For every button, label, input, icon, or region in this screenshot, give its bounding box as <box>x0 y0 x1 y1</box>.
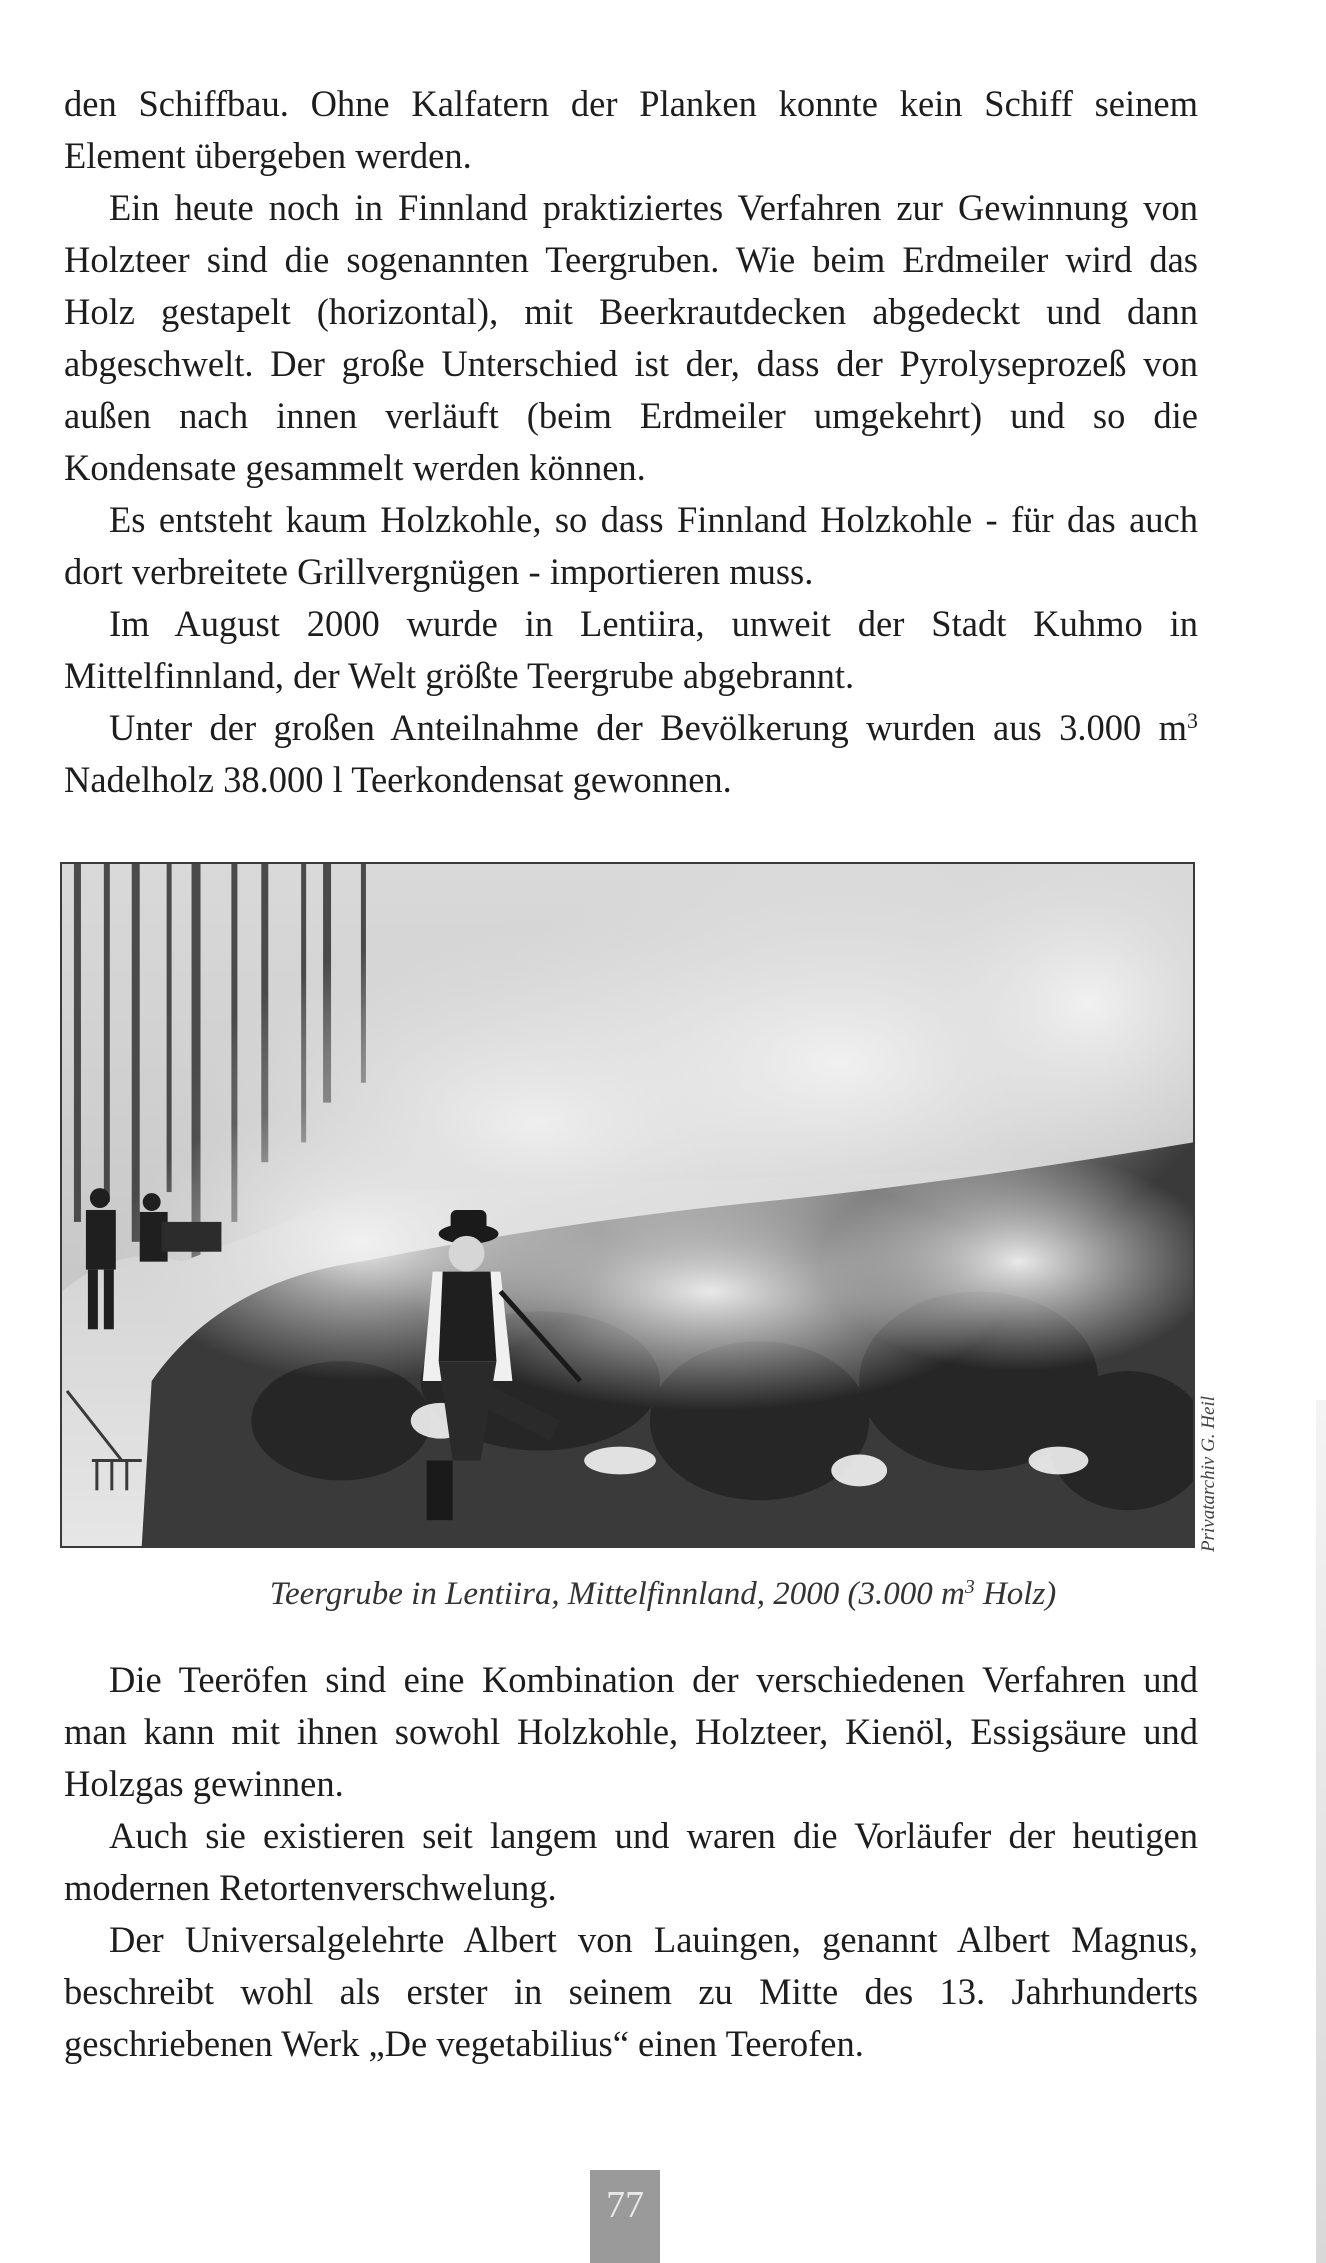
caption-superscript: 3 <box>964 1576 975 1599</box>
paragraph-lentiira: Im August 2000 wurde in Lentiira, unweit der Stadt Kuhmo in Mittelfinnland, der Welt größte Teergrube abgebrannt. <box>64 603 1198 696</box>
volume-text-before: Unter der großen Anteilnahme der Bevölkerung wurden aus 3.000 m <box>109 707 1188 748</box>
paragraph-tar-pits: Ein heute noch in Finnland praktiziertes Verfahren zur Gewinnung von Holzteer sind die sogenannten Teergruben. Wie beim Erdmeiler wird das Holz gestapelt (horizontal), mit Beerkrautdecken abgedeckt und dann abgeschwelt. Der große Unterschied ist der, dass der Pyrolyseprozeß von außen nach innen verläuft (beim Erdmeiler umgekehrt) und so die Kondensate gesammelt werden können. <box>64 187 1198 488</box>
caption-text-before: Teergrube in Lentiira, Mittelfinnland, 2000 (3.000 m <box>269 1576 965 1612</box>
figure-caption <box>0 1572 1326 1616</box>
volume-text-after: Nadelholz 38.000 l Teerkondensat gewonnen. <box>64 759 732 800</box>
volume-superscript: 3 <box>1187 707 1198 733</box>
paragraph-volume <box>64 702 1198 806</box>
caption-text-after: Holz) <box>974 1576 1057 1612</box>
page-number: 77 <box>590 2170 660 2263</box>
paragraph-albertus: Der Universalgelehrte Albert von Lauingen, genannt Albert Magnus, beschreibt wohl als erster in seinem zu Mitte des 13. Jahrhunderts geschriebenen Werk „De vegetabilius“ einen Teerofen. <box>64 1919 1198 2064</box>
paragraph-charcoal: Es entsteht kaum Holzkohle, so dass Finnland Holzkohle - für das auch dort verbreitete Grillvergnügen - importieren muss. <box>64 499 1198 592</box>
paragraph-shipbuilding: den Schiffbau. Ohne Kalfatern der Planken konnte kein Schiff seinem Element übergeben werden. <box>64 83 1198 176</box>
page-edge-shadow <box>1316 1400 1326 2263</box>
paragraph-tar-ovens: Die Teeröfen sind eine Kombination der verschiedenen Verfahren und man kann mit ihnen sowohl Holzkohle, Holzteer, Kienöl, Essigsäure und Holzgas gewinnen. <box>64 1659 1198 1804</box>
bottom-text-block <box>64 1654 1198 2070</box>
paragraph-retort: Auch sie existieren seit langem und waren die Vorläufer der heutigen modernen Retortenverschwelung. <box>64 1815 1198 1908</box>
tar-pit-photo <box>60 862 1195 1548</box>
top-text-block <box>64 78 1198 806</box>
tar-pit-photo-illustration <box>62 864 1193 1546</box>
photo-credit: Privatarchiv G. Heil <box>1198 1395 1219 1552</box>
